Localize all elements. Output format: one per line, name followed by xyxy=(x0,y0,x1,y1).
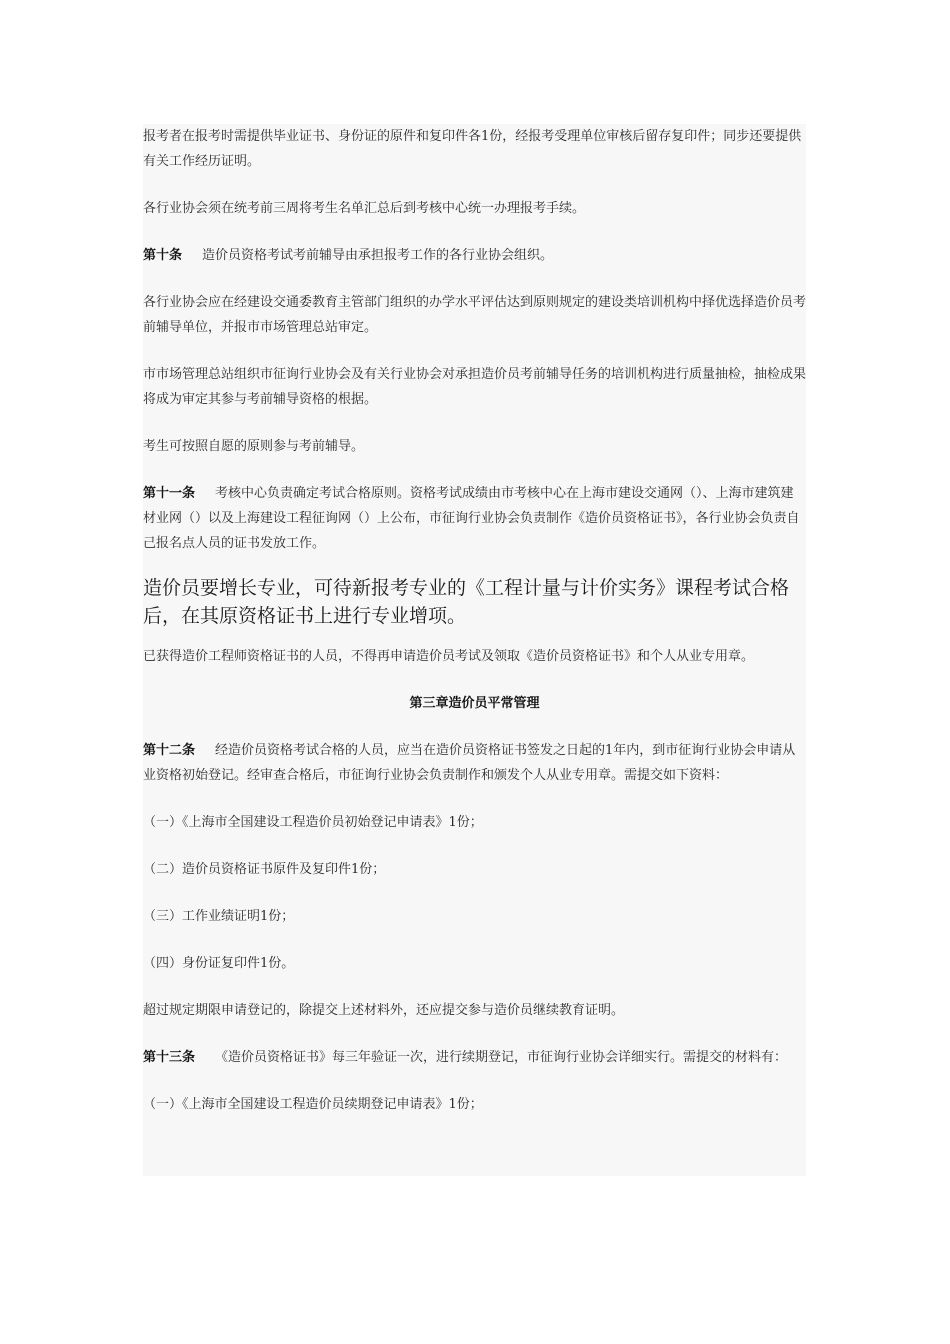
paragraph: 市市场管理总站组织市征询行业协会及有关行业协会对承担造价员考前辅导任务的培训机构进行质量抽检，抽检成果将成为审定其参与考前辅导资格的根据。 xyxy=(143,367,807,407)
article-number: 第十二条 xyxy=(143,743,196,758)
paragraph: 各行业协会须在统考前三周将考生名单汇总后到考核中心统一办理报考手续。 xyxy=(143,201,586,216)
paragraph: 已获得造价工程师资格证书的人员，不得再申请造价员考试及领取《造价员资格证书》和个人从业专用章。 xyxy=(143,649,755,664)
list-item: （四）身份证复印件1份。 xyxy=(143,956,295,971)
article-number: 第十条 xyxy=(143,248,183,263)
list-item: （二）造价员资格证书原件及复印件1份； xyxy=(143,862,386,877)
paragraph: 超过规定期限申请登记的，除提交上述材料外，还应提交参与造价员继续教育证明。 xyxy=(143,1003,625,1018)
chapter-heading: 第三章造价员平常管理 xyxy=(409,696,540,711)
article-number: 第十一条 xyxy=(143,486,196,501)
list-item: （三）工作业绩证明1份； xyxy=(143,909,295,924)
large-paragraph: 造价员要增长专业，可待新报考专业的《工程计量与计价实务》课程考试合格后，在其原资格证书上进行专业增项。 xyxy=(143,577,790,627)
paragraph: 报考者在报考时需提供毕业证书、身份证的原件和复印件各1份，经报考受理单位审核后留存复印件；同步还要提供有关工作经历证明。 xyxy=(143,129,802,169)
article-paragraph: 第十二条 经造价员资格考试合格的人员，应当在造价员资格证书签发之日起的1年内，到市征询行业协会申请从业资格初始登记。经审查合格后，市征询行业协会负责制作和颁发个人从业专用章。需提交如下资料： xyxy=(143,743,796,783)
article-paragraph: 第十条 造价员资格考试考前辅导由承担报考工作的各行业协会组织。 xyxy=(143,248,554,263)
article-number: 第十三条 xyxy=(143,1050,196,1065)
paragraph: 各行业协会应在经建设交通委教育主管部门组织的办学水平评估达到原则规定的建设类培训机构中择优选择造价员考前辅导单位，并报市市场管理总站审定。 xyxy=(143,295,807,335)
list-item: （一）《上海市全国建设工程造价员初始登记申请表》1份； xyxy=(143,815,483,830)
list-item: （一）《上海市全国建设工程造价员续期登记申请表》1份； xyxy=(143,1097,483,1112)
article-paragraph: 第十一条 考核中心负责确定考试合格原则。资格考试成绩由市考核中心在上海市建设交通网（）、上海市建筑建材业网（）以及上海建设工程征询网（）上公布，市征询行业协会负责制作《造价员资格证书》，各行业协会负责自己报名点人员的证书发放工作。 xyxy=(143,486,800,551)
document-body xyxy=(143,124,806,1176)
article-paragraph: 第十三条 《造价员资格证书》每三年验证一次，进行续期登记，市征询行业协会详细实行。需提交的材料有： xyxy=(143,1050,788,1065)
paragraph: 考生可按照自愿的原则参与考前辅导。 xyxy=(143,439,365,454)
